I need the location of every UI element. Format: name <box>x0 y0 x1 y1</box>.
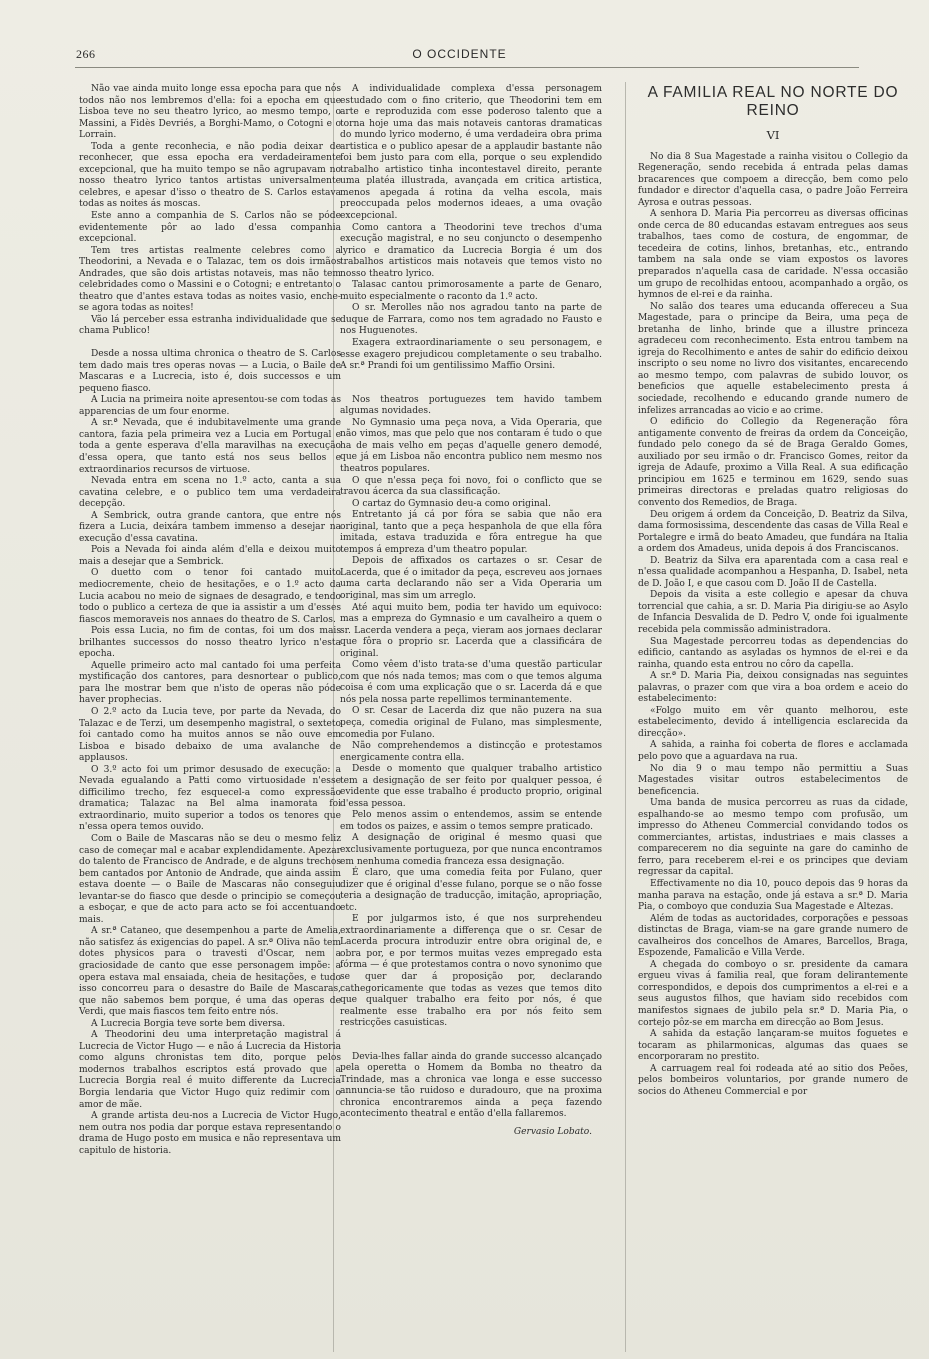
page-number: 266 <box>76 47 96 61</box>
paragraph: Toda a gente reconhecia, e não podia deixar de reconhecer, que essa epocha era verdadeiramente excepcional, que ha muito tempo se não agrupavam no nosso theatro lyrico tantos artistas universalmente celebres, e apesar d'isso o theatro de S. Carlos estava todas as noites ás moscas. <box>79 141 341 210</box>
paragraph: Com o Baile de Mascaras não se deu o mesmo feliz caso de começar mal e acabar explendidamente. Apezar do talento de Francisco de Andrade, e de alguns trechos bem cantados por Antonio de Andrade, que ainda assim estava doente — o Baile de Mascaras não conseguiu levantar-se do fiasco que desde o principio se começou a esboçar, e que de acto para acto se foi accentuando mais. <box>79 834 341 925</box>
column-divider <box>625 82 626 1352</box>
paragraph: Sua Magestade percorreu todas as dependencias do edificio, cantando as asyladas os hymnos de el-rei e da rainha, quando esta entrou no côro da capella. <box>638 636 908 670</box>
paragraph: Depois de affixados os cartazes o sr. Cesar de Lacerda, que é o imitador da peça, escreveu aos jornaes uma carta declarando não ser a Vida Operaria um original, mas sim um arreglo. <box>340 556 602 601</box>
paragraph: Além de todas as auctoridades, corporações e pessoas distinctas de Braga, viam-se na gare grande numero de cavalheiros dos concelhos de Amares, Barcellos, Braga, Espozende, Famalicão e Villa Verde. <box>638 913 908 959</box>
paragraph: A sr.ª Nevada, que é indubitavelmente uma grande cantora, fazia pela primeira vez a Lucia em Portugal e toda a gente esperava d'ella maravilhas na execução d'essa opera, que tanto está nos seus bellos e extraordinarios recursos de virtuose. <box>79 418 341 475</box>
paragraph: A sr.ª D. Maria Pia, deixou consignadas nas seguintes palavras, o prazer com que vira a boa ordem e aceio do estabelecimento: <box>638 671 908 705</box>
header-rule <box>75 67 859 68</box>
paragraph: Aquelle primeiro acto mal cantado foi uma perfeita mystificação dos cantores, para desnortear o publico, para lhe mostrar bem que n'isto de operas não póde haver prophecias. <box>79 660 341 706</box>
paragraph: O sr. Cesar de Lacerda diz que não puzera na sua peça, comedia original de Fulano, mas simplesmente, comedia por Fulano. <box>340 706 602 740</box>
column-1 <box>79 84 341 1157</box>
paragraph: O sr. Merolles não nos agradou tanto na parte de duque de Farrara, como nos tem agradado no Fausto e nos Huguenotes. <box>340 303 602 337</box>
paragraph: A carruagem real foi rodeada até ao sitio dos Peões, pelos bombeiros voluntarios, por grande numero de socios do Atheneu Commercial e por <box>638 1063 908 1097</box>
paragraph: No salão dos teares uma educanda offereceu a Sua Magestade, para o principe da Beira, uma peça de bretanha de linho, brinde que a illustre princeza agradeceu com reconhecimento. Esta entrou tambem na igreja do Recolhimento e antes de sahir do edificio deixou inscripto o seu nome no livro dos visitantes, encarecendo ao mesmo tempo, com palavras de subido louvor, os beneficios que aquelle estabelecimento presta á sociedade, recolhendo e educando grande numero de infelizes arrancadas ao vicio e ao crime. <box>638 301 908 416</box>
paragraph: É claro, que uma comedia feita por Fulano, quer dizer que é original d'esse fulano, porque se o não fosse teria a designação de traducção, imitação, apropriação, etc. <box>340 868 602 913</box>
paragraph: Vão lá perceber essa estranha individualidade que se chama Publico! <box>79 314 341 337</box>
paragraph: Talasac cantou primorosamente a parte de Genaro, muito especialmente o raconto da 1.º acto. <box>340 280 602 302</box>
paragraph: O 2.º acto da Lucia teve, por parte da Nevada, do Talazac e de Terzi, um desempenho magistral, o sexteto foi cantado como ha muitos annos se não ouve em Lisboa e bisado debaixo de uma avalanche de applausos. <box>79 706 341 764</box>
article-title: A FAMILIA REAL NO NORTE DO REINO <box>647 84 899 119</box>
paragraph: A Lucrecia Borgia teve sorte bem diversa. <box>91 1018 286 1029</box>
paragraph: Desde o momento que qualquer trabalho artistico tem a designação de ser feito por qualquer pessoa, é evidente que esse trabalho é producto proprio, original d'essa pessoa. <box>340 764 602 809</box>
paragraph: Como vêem d'isto trata-se d'uma questão particular com que nós nada temos; mas com o que temos alguma coisa é com uma explicação que o sr. Lacerda dá e que nós pela nossa parte repellimos terminantemente. <box>340 660 602 705</box>
paragraph: Desde a nossa ultima chronica o theatro de S. Carlos tem dado mais tres operas novas — a Lucia, o Baile de Mascaras e a Lucrecia, isto é, dois successos e um pequeno fiasco. <box>79 349 341 394</box>
article-section-number: VI <box>766 128 780 142</box>
paragraph: «Folgo muito em vêr quanto melhorou, este estabelecimento, devido á intelligencia esclarecida da direcção». <box>638 705 908 739</box>
paragraph: Exagera extraordinariamente o seu personagem, e esse exagero prejudicou completamente o seu trabalho. A sr.ª Prandi foi um gentilissimo Maffio Orsini. <box>340 338 602 372</box>
author-signature: Gervasio Lobato. <box>513 1127 592 1138</box>
paragraph: Effectivamente no dia 10, pouco depois das 9 horas da manha parava na estação, onde já estava a sr.ª D. Maria Pia, o comboyo que conduzia Sua Magestade e Altezas. <box>638 879 908 913</box>
paragraph: Até aqui muito bem, podia ter havido um equivoco: mas a empreza do Gymnasio e um cavalheiro a quem o sr. Lacerda vendera a peça, vieram aos jornaes declarar que fôra o proprio sr. Lacerda que a classificára de original. <box>340 602 602 659</box>
paragraph: A sahida da estação lançaram-se muitos foguetes e tocaram as philarmonicas, algumas das quaes se encorporaram no prestito. <box>638 1029 908 1063</box>
paragraph: O edificio do Collegio da Regeneração fôra antigamente convento de freiras da ordem da Conceição, fundado pelo conego da sé de Braga Geraldo Gomes, auxiliado por seu irmão o dr. Francisco Gomes, reitor da igreja de Adaufe, proximo a Villa Real. A sua edificação principiou em 1625 e terminou em 1629, sendo suas primeiras directoras e preladas quatro religiosas do convento dos Remedios, de Braga. <box>638 417 908 508</box>
paragraph: Entretanto já cá por fóra se sabia que não era original, tanto que a peça hespanhola de que ella fôra imitada, estava traduzida e fôra entregue ha que tempos á empreza d'um theatro popular. <box>340 510 602 555</box>
paragraph: Pois essa Lucia, no fim de contas, foi um dos mais brilhantes successos do nosso theatro lyrico n'esta epocha. <box>79 626 341 660</box>
paragraph: Tem tres artistas realmente celebres como a Theodorini, a Nevada e o Talazac, tem os dois irmãos Andrades, que são dois artistas notaveis, mas não tem celebridades como o Massini e o Cotogni; e entretanto o theatro que d'antes estava todas as noites vasio, enche-se agora todas as noites! <box>79 245 341 314</box>
paragraph: O duetto com o tenor foi cantado muito mediocremente, cheio de hesitações, e o 1.º acto da Lucia acabou no meio de signaes de desagrado, e tendo todo o publico a certeza de que ia assistir a um d'esses fiascos memoraveis nos annaes do theatro de S. Carlos. <box>79 568 341 625</box>
paragraph: No dia 9 o mau tempo não permittiu a Suas Magestades visitar outros estabelecimentos de beneficencia. <box>638 763 908 797</box>
paragraph: Este anno a companhia de S. Carlos não se póde evidentemente pôr ao lado d'essa companhia excepcional. <box>79 211 341 245</box>
column-3 <box>638 84 908 1098</box>
paragraph: A sr.ª Cataneo, que desempenhou a parte de Amelia, não satisfez ás exigencias do papel. A sr.ª Oliva não tem dotes physicos para o travesti d'Oscar, nem a graciosidade de canto que esse personagem impõe: a opera estava mal ensaiada, cheia de hesitações, e tudo isso concorreu para o desastre do Baile de Mascaras, que não sabemos bem porque, é uma das operas de Verdi, que mais fiascos tem feito entre nós. <box>79 926 341 1018</box>
paragraph: A Theodorini deu uma interpretação magistral á Lucrecia de Victor Hugo — e não á Lucrecia da Historia como alguns chronistas tem dito, porque pelos modernos trabalhos escriptos está provado que a Lucrecia Borgia real é muito differente da Lucrecia Borgia lendaria que Victor Hugo quiz redimir com o amor de mãe. <box>79 1030 341 1110</box>
paragraph: D. Beatriz da Silva era aparentada com a casa real e n'essa qualidade acompanhou a Hespanha, D. Isabel, neta de D. João I, e que casou com D. João II de Castella. <box>638 555 908 589</box>
paragraph: Não comprehendemos a distincção e protestamos energicamente contra ella. <box>340 741 602 763</box>
paragraph: Pois a Nevada foi ainda além d'ella e deixou muito mais a desejar que a Sembrick. <box>79 545 341 567</box>
paragraph: Nos theatros portuguezes tem havido tambem algumas novidades. <box>340 394 602 417</box>
publication-title: O OCCIDENTE <box>412 47 507 61</box>
column-2 <box>340 84 602 1139</box>
paragraph: Nevada entra em scena no 1.º acto, canta a sua cavatina celebre, e o publico tem uma verdadeira decepção. <box>79 476 341 510</box>
paragraph: A grande artista deu-nos a Lucrecia de Victor Hugo, nem outra nos podia dar porque estava representando o drama de Hugo posto em musica e não representava um capitulo de historia. <box>79 1111 341 1156</box>
paragraph: Uma banda de musica percorreu as ruas da cidade, espalhando-se ao mesmo tempo com profusão, um impresso do Atheneu Commercial convidando todos os commerciantes, artistas, industriaes e mais classes a comparecerem no dia seguinte na gare do caminho de ferro, para receberem el-rei e os principes que deviam regressar da capital. <box>638 798 908 878</box>
paragraph: A sahida, a rainha foi coberta de flores e acclamada pelo povo que a aguardava na rua. <box>638 740 908 762</box>
paragraph: A Sembrick, outra grande cantora, que entre nós fizera a Lucia, deixára tambem immenso a desejar na execução d'essa cavatina. <box>79 510 341 544</box>
paragraph: A Lucia na primeira noite apresentou-se com todas as apparencias de um four enorme. <box>79 395 341 417</box>
paragraph: O que n'essa peça foi novo, foi o conflicto que se travou ácerca da sua classificação. <box>340 475 602 498</box>
paragraph: Como cantora a Theodorini teve trechos d'uma execução magistral, e no seu conjuncto o desempenho lyrico e dramatico da Lucrecia Borgia é um dos trabalhos artisticos mais notaveis que temos visto no nosso theatro lyrico. <box>340 222 602 279</box>
paragraph: A individualidade complexa d'essa personagem estudado com o fino criterio, que Theodorini tem em arte e reproduzida com esse poderoso talento que a torna hoje uma das mais notaveis cantoras dramaticas do mundo lyrico moderno, é uma verdadeira obra prima artistica e o publico apesar de a applaudir bastante não foi bem justo para com ella, porque o seu explendido trabalho artistico tinha incontestavel direito, perante uma platéa illustrada, avançada em critica artistica, menos apegada á rotina da velha escola, mais preoccupada pelos modernos ideaes, a uma ovação excepcional. <box>340 84 602 222</box>
paragraph: Não vae ainda muito longe essa epocha para que nós todos não nos lembremos d'ella: foi a epocha em que Lisboa teve no seu theatro lyrico, ao mesmo tempo, o Massini, a Fidès Devriés, a Borghi-Mamo, o Cotogni e o Lorrain. <box>79 84 341 141</box>
paragraph: A designação de original é mesmo quasi que exclusivamente portugueza, por que nunca encontramos em nenhuma comedia franceza essa designação. <box>340 833 602 867</box>
paragraph: O 3.º acto foi um primor desusado de execução: a Nevada egualando a Patti como virtuosidade n'esse difficilimo trecho, fez esquecel-a como expressão dramatica; Talazac na Bel alma inamorata foi extraordinario, muito superior a todos os tenores que n'essa opera temos ouvido. <box>79 764 341 833</box>
paragraph: O cartaz do Gymnasio deu-a como original. <box>352 498 551 509</box>
paragraph: No Gymnasio uma peça nova, a Vida Operaria, que não vimos, mas que pelo que nos contaram é tudo o que ha de mais velho em peças d'aquelle genero demodé, que já em Lisboa não encontra publico nem mesmo nos theatros populares. <box>340 417 602 474</box>
page-header <box>60 44 859 66</box>
paragraph: E por julgarmos isto, é que nos surprehendeu extraordinariamente a differença que o sr. Cesar de Lacerda procura introduzir entre obra original de, e obra por, e por termos muitas vezes empregado esta fórma — é que protestamos contra o novo synonimo que se quer dar á proposição por, declarando cathegoricamente que todas as vezes que temos dito que qualquer trabalho era feito por nós, é que realmente esse trabalho era por nós feito sem restricções casuisticas. <box>340 914 602 1029</box>
paragraph: Depois da visita a este collegio e apesar da chuva torrencial que cahia, a sr. D. Maria Pia dirigiu-se ao Asylo de Infancia Desvalida de D. Pedro V, onde foi igualmente recebida pela commissão administradora. <box>638 590 908 635</box>
paragraph: Devia-lhes fallar ainda do grande successo alcançado pela operetta o Homem da Bomba no theatro da Trindade, mas a chronica vae longa e esse successo annuncia-se tão ruidoso e duradouro, que na proxima chronica encontraremos ainda a peça fazendo acontecimento theatral e então d'ella fallaremos. <box>340 1051 602 1120</box>
paragraph: Deu origem á ordem da Conceição, D. Beatriz da Silva, dama formosissima, descendente das casas de Villa Real e Portalegre e irmã do beato Amadeu, que fundára na Italia a ordem dos Amadeus, unida depois á dos Franciscanos. <box>638 509 908 555</box>
paragraph: A chegada do comboyo o sr. presidente da camara ergueu vivas á familia real, que foram delirantemente correspondidos, e depois dos cumprimentos a el-rei e a seus augustos filhos, que haviam sido recebidos com manifestos signaes de jubilo pela sr.ª D. Maria Pia, o cortejo pôz-se em marcha em direcção ao Bom Jesus. <box>638 959 908 1028</box>
paragraph: A senhora D. Maria Pia percorreu as diversas officinas onde cerca de 80 educandas estavam entregues aos seus trabalhos, taes como de costura, de engommar, de tecedeira de cotins, linhos, bretanhas, etc., entrando tambem na sala onde se viam expostos os lavores preparados n'aquella casa de caridade. N'essa occasião um grupo de recolhidas entoou, acompanhado a orgão, os hymnos de el-rei e da rainha. <box>638 209 908 301</box>
paragraph: No dia 8 Sua Magestade a rainha visitou o Collegio da Regeneração, sendo recebida á entrada pelas damas bracarences que compoem a direcção, bem como pelo fundador e director d'aquella casa, o padre João Ferreira Ayrosa e outras pessoas. <box>638 151 908 208</box>
paragraph: Pelo menos assim o entendemos, assim se entende em todos os paizes, e assim o temos sempre praticado. <box>340 810 602 832</box>
